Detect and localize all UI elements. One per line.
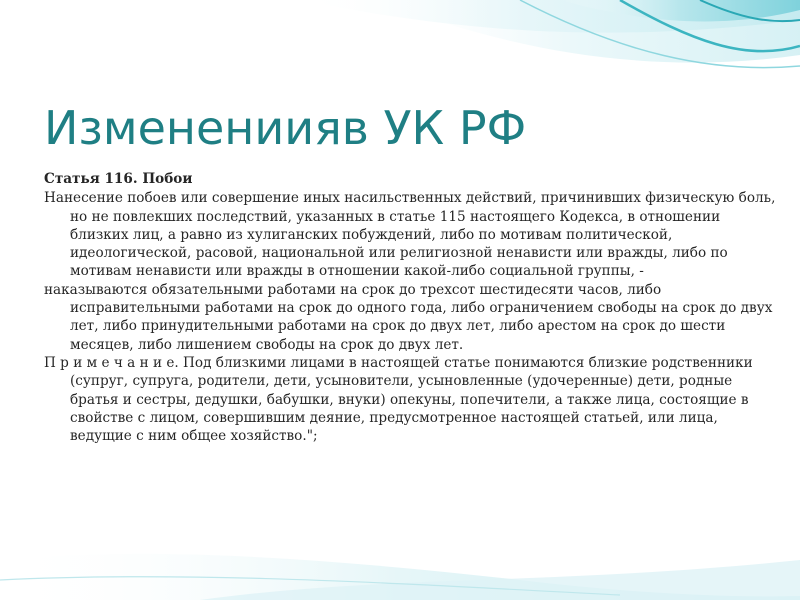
article-heading: Статья 116. Побои — [44, 171, 193, 187]
article-paragraph-offense: Нанесение побоев или совершение иных насильственных действий, причинивших физическую боль, но не повлекших последствий, указанных в статье 115 настоящего Кодекса, в отношении близких лиц, а равно из хулиганских побуждений, либо по мотивам политической, идеологической, расовой, национальной или религиозной ненависти или вражды, либо по мотивам ненависти или вражды в отношении какой-либо социальной группы, - — [44, 190, 776, 280]
article-paragraph-note: П р и м е ч а н и е. Под близкими лицами в настоящей статье понимаются близкие родственники (супруг, супруга, родители, дети, усыновители, усыновленные (удочеренные) дети, родные братья и сестры, дедушки, бабушки, внуки) опекуны, попечители, а также лица, состоящие в свойстве с лицом, совершившим деяние, предусмотренное настоящей статьей, или лица, ведущие с ним общее хозяйство."; — [44, 354, 753, 445]
article-paragraph-punishment: наказываются обязательными работами на срок до трехсот шестидесяти часов, либо исправительными работами на срок до одного года, либо ограничением свободы на срок до двух лет, либо принудительными работами на срок до двух лет, либо арестом на срок до шести месяцев, либо лишением свободы на срок до двух лет. — [44, 281, 773, 353]
slide-title: Изменениияв УК РФ — [44, 101, 527, 155]
article-text-body — [44, 170, 780, 445]
